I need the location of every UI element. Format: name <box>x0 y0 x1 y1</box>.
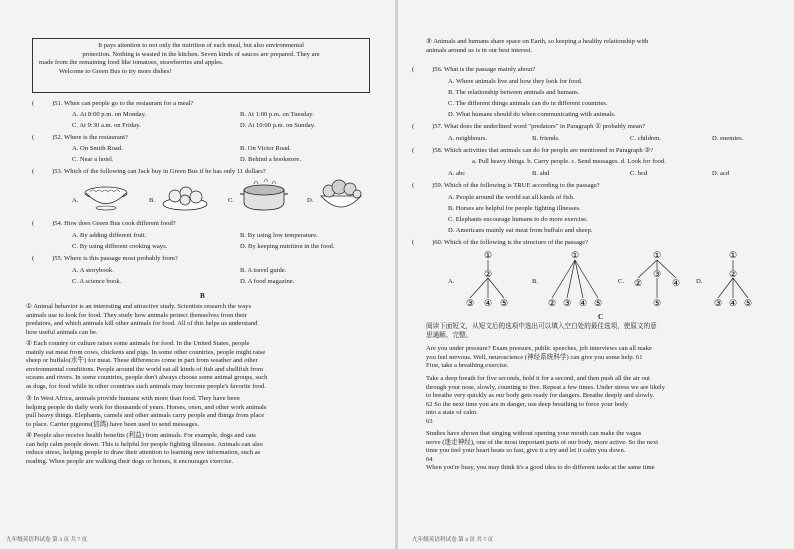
left-page-footer: 九年级英语科试卷 第 3 页 共 7 页 <box>6 537 88 543</box>
option-54-a[interactable]: A. By adding different fruit. <box>72 232 147 239</box>
question-57-stem: )57. What does the underlined word "predators" in Paragraph ① probably mean? <box>432 123 645 130</box>
option-59-c[interactable]: C. Elephants encourage humans to do more exercise. <box>448 216 588 223</box>
question-54-stem: )54. How does Green Bus cook different food? <box>52 220 176 227</box>
p3-line: pull heavy things. Elephants, camels and other animals carry people and things from place <box>26 412 265 420</box>
node: ① <box>483 250 493 260</box>
option-57-a[interactable]: A. neighbours. <box>448 135 488 142</box>
option-56-a[interactable]: A. Where animals live and how they look for food. <box>448 78 583 85</box>
question-52-stem: )52. Where is the restaurant? <box>52 134 128 141</box>
option-58-b[interactable]: B. abd <box>532 170 550 177</box>
question-59: ( )59. Which of the following is TRUE according to the passage? <box>412 182 600 189</box>
option-60-a[interactable]: A. <box>448 278 455 285</box>
question-53: ( )53. Which of the following can Jack buy in Green Bus if he has only 11 dollars? <box>32 168 266 175</box>
ad-line-3: made from the remaining food like tomatoes, strawberries and apples. <box>39 59 224 67</box>
option-60-b[interactable]: B. <box>532 278 539 285</box>
option-52-a[interactable]: A. On Smith Road. <box>72 145 123 152</box>
option-56-d[interactable]: D. What humans should do when communicating with animals. <box>448 111 616 118</box>
p5-line: ⑤ Animals and humans share space on Earth, so keeping a healthy relationship with <box>426 38 649 45</box>
c3-line: time you feel your heart beats so fast, give it a try and let it calm you down. <box>426 447 626 455</box>
question-58: ( )58. Which activities that animals can do for people are mentioned in Paragraph ③? <box>412 147 654 154</box>
p1-line: animals use to look for food. They study how animals protect themselves from their <box>26 311 248 319</box>
option-56-b[interactable]: B. The relationship between animals and humans. <box>448 89 580 96</box>
option-51-a[interactable]: A. At 8:00 p.m. on Monday. <box>72 111 147 118</box>
c1-line: First, take a breathing exercise. <box>426 362 509 370</box>
c3-line: Studies have shown that singing without opening your mouth can make the vagus <box>426 430 642 437</box>
passage-c-paragraph-1 <box>426 345 784 371</box>
question-60-stem: )60. Which of the following is the structure of the passage? <box>432 239 589 246</box>
p1-line: ① Animal behavior is an interesting and attractive study. Scientists research the ways <box>26 303 252 310</box>
p2-line: sheep or buffalo(水牛) for meat. These differences come in part from weather and other <box>26 357 258 365</box>
question-56: ( )56. What is the passage mainly about? <box>412 66 536 73</box>
node: ④ <box>728 298 738 308</box>
option-55-b[interactable]: B. A travel guide. <box>240 267 287 274</box>
p4-line: can help calm people down. This is helpful for people fighting illnesses. Animals can also <box>26 440 263 448</box>
option-53-a[interactable]: A. <box>72 197 79 204</box>
question-54: ( )54. How does Green Bus cook different food? <box>32 220 176 227</box>
option-60-d[interactable]: D. <box>696 278 703 285</box>
option-51-c[interactable]: C. At 9:30 a.m. on Friday. <box>72 122 141 129</box>
node: ② <box>633 278 643 288</box>
node: ④ <box>483 298 493 308</box>
advertisement-box <box>32 38 370 93</box>
option-52-d[interactable]: D. Behind a bookstore. <box>240 156 301 163</box>
node: ② <box>483 269 493 279</box>
option-58-c[interactable]: C. bcd <box>630 170 648 177</box>
p2-line: oceans and rivers. In some countries, people don't always choose some animal groups, such <box>26 374 268 382</box>
question-59-stem: )59. Which of the following is TRUE according to the passage? <box>432 182 600 189</box>
node: ① <box>652 250 662 260</box>
noodle-bowl-image <box>82 178 132 214</box>
node: ④ <box>671 278 681 288</box>
c2-line: 62 So the next time you are in danger, use deep breathing to force your body <box>426 400 628 408</box>
option-59-a[interactable]: A. People around the world eat all kinds of fish. <box>448 194 575 201</box>
ad-line-1: It pays attention to not only the nutrition of each meal, but also environmental <box>98 42 304 49</box>
option-53-c[interactable]: C. <box>228 197 235 204</box>
c2-line: into a state of calm. <box>426 409 478 417</box>
option-55-a[interactable]: A. A storybook. <box>72 267 114 274</box>
node: ⑤ <box>652 298 662 308</box>
hotpot-image <box>238 174 290 214</box>
option-54-c[interactable]: C. By using different cooking ways. <box>72 243 168 250</box>
option-54-d[interactable]: D. By keeping nutrition in the food. <box>240 243 335 250</box>
p5-line: animals around us is in our best interest. <box>426 46 533 54</box>
question-56-stem: )56. What is the passage mainly about? <box>432 66 536 73</box>
p3-line: ③ In West Africa, animals provide humans with more than food. They have been <box>26 395 240 402</box>
right-page <box>398 0 794 549</box>
p1-line: how useful animals can be. <box>26 328 98 336</box>
question-57: ( )57. What does the underlined word "predators" in Paragraph ① probably mean? <box>412 123 645 130</box>
option-53-b[interactable]: B. <box>149 197 156 204</box>
p3-line: helping people do daily work for thousands of years. Horses, oxen, and other work animals <box>26 403 267 411</box>
option-58-a[interactable]: A. abc <box>448 170 466 177</box>
option-52-c[interactable]: C. Near a hotel. <box>72 156 114 163</box>
salad-bowl-image <box>317 176 367 214</box>
node: ⑤ <box>743 298 753 308</box>
passage-b-paragraph-5 <box>426 38 782 55</box>
node: ⑤ <box>499 298 509 308</box>
right-page-footer: 九年级英语科试卷 第 4 页 共 7 页 <box>412 537 494 543</box>
option-55-c[interactable]: C. A science book. <box>72 278 122 285</box>
node: ① <box>728 250 738 260</box>
ad-line-2: protection. Nothing is wasted in the kitchen. Seven kinds of sauces are prepared. They are <box>82 50 320 58</box>
p4-line: ④ People also receive health benefits (利益) from animals. For example, dogs and cats <box>26 432 256 439</box>
ad-line-4: Welcome to Green Bus to try more dishes! <box>59 67 172 75</box>
p2-line: environmental conditions. People around the world eat all kinds of fish and shellfish from <box>26 365 263 373</box>
option-51-b[interactable]: B. At 1:00 p.m. on Tuesday. <box>240 111 314 118</box>
passage-b-paragraph-3 <box>26 395 382 429</box>
question-58-activity-list: a. Pull heavy things. b. Carry people. c. Send messages. d. Look for food. <box>472 158 666 165</box>
question-51: ( )51. When can people go to the restaurant for a meal? <box>32 100 194 107</box>
node: ③ <box>465 298 475 308</box>
left-page <box>0 0 395 549</box>
option-54-b[interactable]: B. By using low temperature. <box>240 232 318 239</box>
pastry-plate-image <box>161 178 211 214</box>
option-51-d[interactable]: D. At 10:00 p.m. on Sunday. <box>240 122 316 129</box>
c3-blank-64[interactable]: 64 <box>426 455 433 463</box>
node: ④ <box>578 298 588 308</box>
option-58-d[interactable]: D. acd <box>712 170 730 177</box>
p2-line: ② Each country or culture raises some animals for food. In the United States, people <box>26 340 250 347</box>
node: ② <box>728 269 738 279</box>
p2-line: mainly eat meat from cows, chickens and pigs. In some other countries, people might raise <box>26 348 266 356</box>
p4-line: reduce stress, helping people to draw their attention to learning new information, such as <box>26 449 261 457</box>
c2-line: to breathe very quickly as our body gets ready for dangers. Breathe deeply and slowly. <box>426 392 655 400</box>
passage-b-paragraph-2 <box>26 340 382 392</box>
section-c-heading: C <box>598 313 604 321</box>
option-53-d[interactable]: D. <box>307 197 314 204</box>
instruction-line: 阅读下面短文，从短文后的选项中选出可以填入空白处的最佳选项，使原文的意 <box>426 323 657 330</box>
structure-diagram-a <box>458 248 518 310</box>
p2-line: as dogs, for food while in other countries such animals may become people's favorite food. <box>26 382 266 390</box>
passage-c-paragraph-2 <box>426 375 784 427</box>
section-b-heading: B <box>200 292 205 300</box>
question-55-stem: )55. Where is this passage most probably from? <box>52 255 178 262</box>
node: ③ <box>562 298 572 308</box>
c3-line: When you're busy, you may think it's a good idea to do different tasks at the same time <box>426 464 655 472</box>
option-52-b[interactable]: B. On Victor Road. <box>240 145 291 152</box>
node: ③ <box>713 298 723 308</box>
option-60-c[interactable]: C. <box>618 278 625 285</box>
passage-b-paragraph-4 <box>26 432 382 466</box>
option-59-d[interactable]: D. Americans mainly eat meat from buffalo and sheep. <box>448 227 593 234</box>
node: ③ <box>652 269 662 279</box>
question-60: ( )60. Which of the following is the structure of the passage? <box>412 239 589 246</box>
c2-line: through your nose, slowly, counting to five. Repeat a few times. Under stress we are likely <box>426 383 665 391</box>
passage-b-paragraph-1 <box>26 303 382 337</box>
node: ⑤ <box>593 298 603 308</box>
structure-diagram-b <box>542 248 608 310</box>
question-51-stem: )51. When can people go to the restaurant for a meal? <box>52 100 194 107</box>
option-56-c[interactable]: C. The different things animals can do in different countries. <box>448 100 608 107</box>
question-55: ( )55. Where is this passage most probably from? <box>32 255 178 262</box>
question-52: ( )52. Where is the restaurant? <box>32 134 128 141</box>
question-53-stem: )53. Which of the following can Jack buy in Green Bus if he has only 11 dollars? <box>52 168 266 175</box>
c1-line: you feel nervous. Well, neuroscience (神经系统科学) can give you some help. 61 <box>426 353 643 361</box>
p3-line: to place. Carrier pigeons(信鸽) have been used to send messages. <box>26 420 200 428</box>
passage-c-paragraph-3 <box>426 430 784 473</box>
option-59-b[interactable]: B. Horses are helpful for people fighting illnesses. <box>448 205 581 212</box>
c3-line: nerve (迷走神经), one of the most important parts of our body, more active. So the next <box>426 438 659 446</box>
p4-line: reading. When people are walking their dogs or horses, it encourages exercise. <box>26 457 234 465</box>
instruction-line: 思通顺、完整。 <box>426 331 473 339</box>
p1-line: predators, and which animals kill other animals for food. All of this helps us understand <box>26 320 258 328</box>
structure-diagram-d <box>706 248 760 310</box>
structure-diagram-c <box>626 248 688 310</box>
c2-blank-63[interactable]: 63 <box>426 417 433 425</box>
c1-line: Are you under pressure? Exam pressure, public speeches, job interviews can all make <box>426 345 652 352</box>
section-c-instructions <box>426 323 784 340</box>
option-57-d[interactable]: D. enemies. <box>712 135 744 142</box>
option-57-c[interactable]: C. children. <box>630 135 661 142</box>
c2-line: Take a deep breath for five seconds, hold it for a second, and then push all the air out <box>426 375 651 382</box>
option-57-b[interactable]: B. friends. <box>532 135 560 142</box>
node: ② <box>547 298 557 308</box>
node: ① <box>570 250 580 260</box>
option-55-d[interactable]: D. A food magazine. <box>240 278 295 285</box>
question-58-stem: )58. Which activities that animals can do for people are mentioned in Paragraph ③? <box>432 147 654 154</box>
